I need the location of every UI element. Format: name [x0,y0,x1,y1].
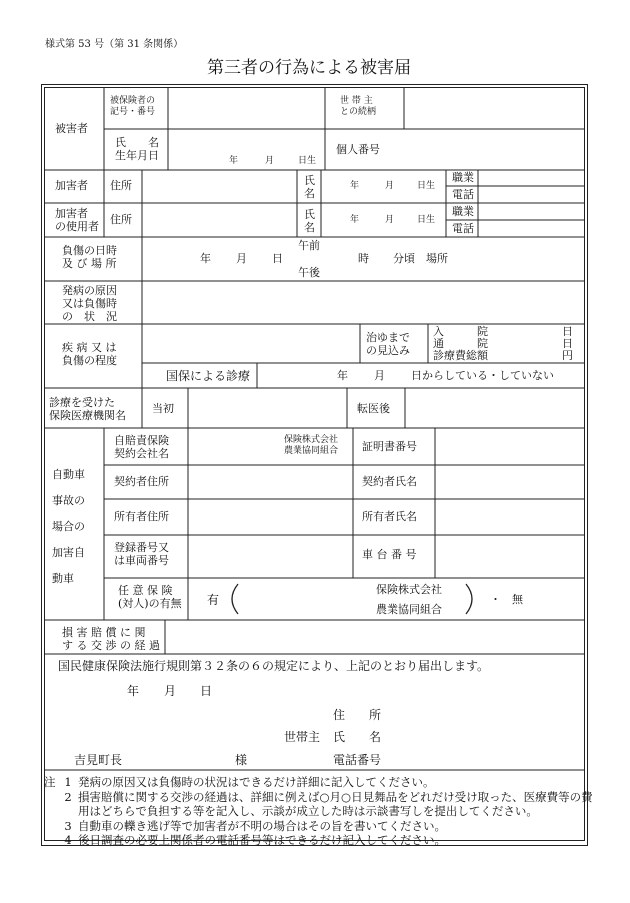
note-number: 3 [64,818,72,833]
applicant-phone-label: 電話番号 [333,753,382,767]
employer-name-label: 氏 名 [304,208,315,235]
auto-accident-label: 自動車 事故の 場合の 加害自 動車 [52,468,85,585]
form-number: 様式第 53 号（第 31 条関係） [45,39,184,50]
notes-section [44,775,604,848]
certificate-number-label: 証明書番号 [362,440,417,453]
note-text: 発病の原因又は負傷時の状況はできるだけ詳細に記入してください。 [78,775,435,789]
employer-birth-day: 日生 [417,215,436,225]
note-number: 2 [64,789,72,804]
voluntary-company-2: 農業協同組合 [376,603,442,616]
victim-birth-day: 日生 [298,156,317,166]
employer-occupation-label: 職業 [452,205,474,218]
perpetrator-name-label: 氏 名 [304,174,315,201]
injury-day: 日 [272,252,283,265]
mayor-label: 吉見町長 [74,753,123,767]
perpetrator-birth-month: 月 [385,181,395,191]
individual-number-label: 個人番号 [336,143,380,156]
victim-label: 被害者 [55,122,88,135]
perpetrator-occupation-label: 職業 [452,171,474,184]
employer-birth-year: 年 [350,215,360,225]
declaration-month: 月 [164,684,177,698]
perpetrator-label: 加害者 [55,179,88,192]
injury-minute-place: 分頃 場所 [393,252,448,265]
nhi-status: 日からしている・していない [411,369,554,382]
perpetrator-phone-label: 電話 [452,188,474,201]
applicant-name-label: 氏 名 [333,730,382,744]
injury-pm: 午後 [298,266,320,279]
declaration-year: 年 [127,684,140,698]
declaration-text: 国民健康保険法施行規則第３２条の６の規定により、上記のとおり届出します。 [58,659,490,673]
declaration-day: 日 [200,684,213,698]
owner-address-label: 所有者住所 [114,510,169,523]
employer-birth-month: 月 [385,215,395,225]
hospital-in-label: 入 院 [433,325,488,338]
note-number: 4 [64,833,72,847]
note-text: 後日調査の必要上関係者の電話番号等はできるだけ記入してください。 [78,833,446,847]
cause-label: 発病の原因 又は負傷時 の 状 況 [62,284,117,324]
applicant-address-label: 住 所 [333,708,382,722]
household-relation-label: 世 帯 主 との続柄 [340,96,377,117]
note-item [44,819,604,834]
employer-phone-label: 電話 [452,222,474,235]
household-head-label: 世帯主 [284,730,321,744]
hospital-out-unit: 日 [562,337,573,350]
note-item [44,790,604,819]
contractor-name-label: 契約者氏名 [362,475,417,488]
medical-cost-unit: 円 [562,349,573,362]
voluntary-insurance-label: 任 意 保 険 (対人)の有無 [118,584,182,611]
negotiation-label: 損 害 賠 償 に 関 す る 交 渉 の 経 過 [62,626,160,653]
hospital-in-unit: 日 [562,325,573,338]
injury-am: 午前 [298,239,320,252]
perpetrator-birth-day: 日生 [417,181,436,191]
form-title: 第三者の行為による被害届 [207,58,411,78]
initial-hospital-label: 当初 [152,402,174,415]
victim-birth-month: 月 [265,156,275,166]
voluntary-insurance-none: ・ 無 [490,593,523,606]
mayor-honorific: 様 [235,753,248,767]
victim-birth-year: 年 [229,156,239,166]
note-text: 自動車の轢き逃げ等で加害者が不明の場合はその旨を書いてください。 [78,818,446,833]
voluntary-insurance-yes: 有 [207,593,220,607]
chassis-number-label: 車 台 番 号 [362,548,417,561]
hospital-out-label: 通 院 [433,337,488,350]
medical-institution-label: 診療を受けた 保険医療機関名 [49,396,126,423]
perpetrator-address-label: 住所 [110,179,132,192]
nhi-month: 月 [374,369,385,382]
cali-company-label: 自賠責保険 契約会社名 [114,434,169,461]
owner-name-label: 所有者氏名 [362,510,417,523]
injury-hour: 時 [358,252,369,265]
employer-label: 加害者 の使用者 [55,207,99,234]
injury-month: 月 [236,252,247,265]
medical-cost-label: 診療費総額 [433,349,488,362]
transfer-hospital-label: 転医後 [357,402,390,415]
injury-datetime-label: 負傷の日時 及 び 場 所 [62,244,117,271]
note-text: 損害賠償に関する交渉の経過は、詳細に例えば○月○日見舞品をどれだけ受け取った、医療費等の費用はどちらで負担する等を記入し、示談が成立した時は示談書写しを提出してください。 [78,789,593,818]
injury-year: 年 [200,252,211,265]
disease-label: 疾 病 又 は 負傷の程度 [62,341,117,368]
voluntary-company-1: 保険株式会社 [376,583,442,596]
nhi-year: 年 [337,369,348,382]
contractor-address-label: 契約者住所 [114,475,169,488]
victim-name-birth-label: 氏 名 生年月日 [115,136,159,163]
note-item [44,775,604,790]
perpetrator-birth-year: 年 [350,181,360,191]
insured-number-label: 被保険者の 記号・番号 [110,96,156,117]
notes-label: 注 [44,775,56,789]
recovery-label: 治ゆまで の見込み [366,331,410,358]
nhi-treatment-label: 国保による診療 [166,369,251,383]
cali-company-type: 保険株式会社 農業協同組合 [284,435,339,456]
registration-number-label: 登録番号又 は車両番号 [114,541,169,568]
employer-address-label: 住所 [110,213,132,226]
note-item [44,833,604,848]
note-number: 1 [64,775,72,789]
